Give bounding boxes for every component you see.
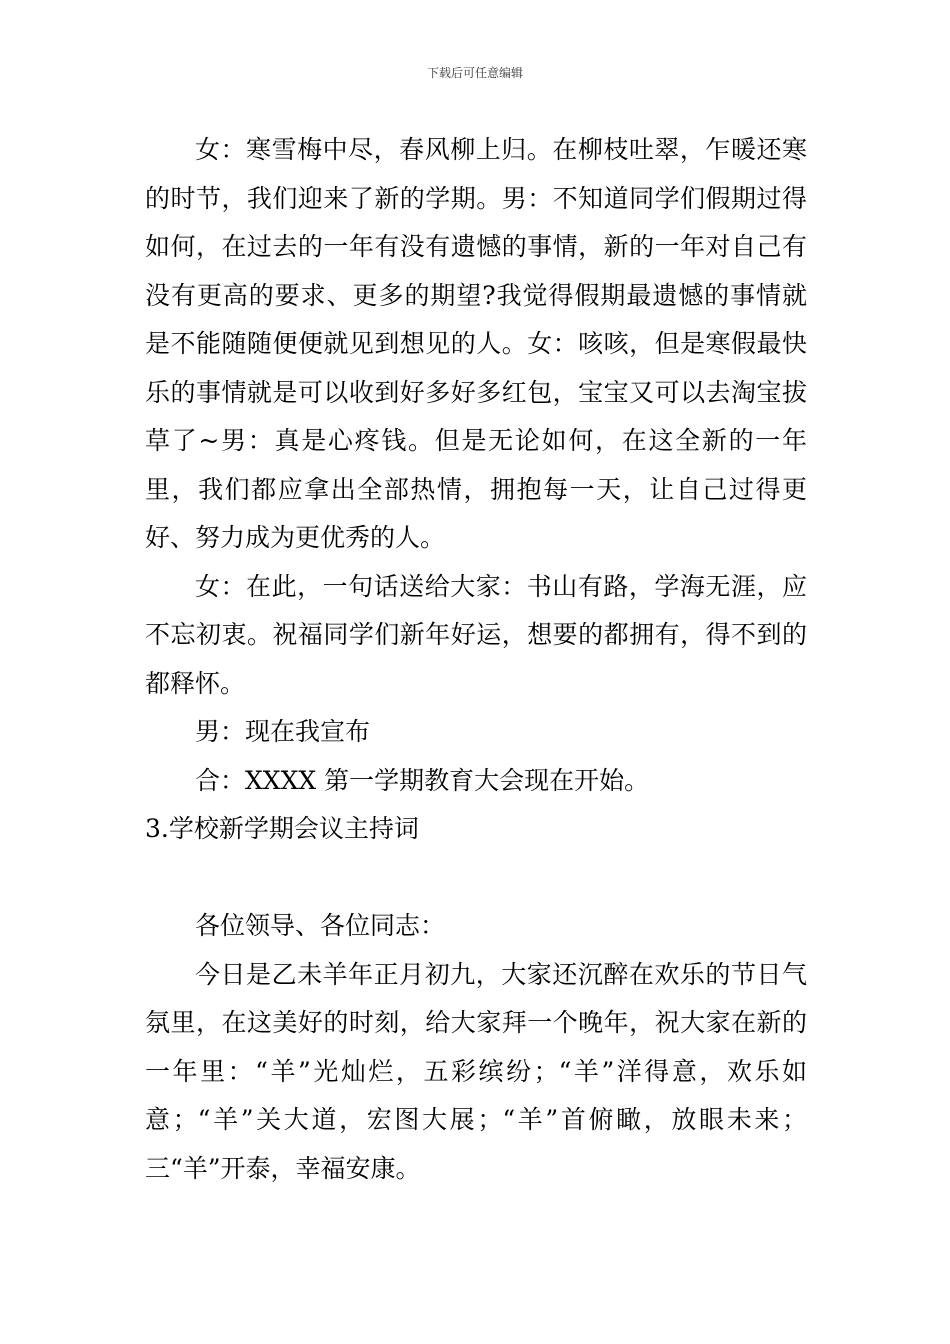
paragraph-blessing: 女：在此，一句话送给大家：书山有路，学海无涯，应不忘初衷。祝福同学们新年好运，想要的都拥有，得不到的都释怀。 bbox=[145, 571, 807, 698]
section-heading: 3.学校新学期会议主持词 bbox=[145, 814, 419, 843]
blank-line bbox=[145, 854, 807, 903]
paragraph-announcement: 男：现在我宣布 bbox=[195, 717, 371, 746]
paragraph-salutation: 各位领导、各位同志： bbox=[195, 911, 446, 940]
header-note: 下载后可任意编辑 bbox=[426, 66, 523, 80]
paragraph-dialogue-opening: 女：寒雪梅中尽，春风柳上归。在柳枝吐翠，乍暖还寒的时节，我们迎来了新的学期。男：不知道同学们假期过得如何，在过去的一年有没有遗憾的事情，新的一年对自己有没有更高的要求、更多的期望?我觉得假期最遗憾的事情就是不能随随便便就见到想见的人。女：咳咳，但是寒假最快乐的事情就是可以收到好多好多红包，宝宝又可以去淘宝拔草了~男：真是心疼钱。但是无论如何，在这全新的一年里，我们都应拿出全部热情，拥抱每一天，让自己过得更好、努力成为更优秀的人。 bbox=[145, 135, 807, 552]
paragraph-greeting: 今日是乙未羊年正月初九，大家还沉醉在欢乐的节日气氛里，在这美好的时刻，给大家拜一个晚年，祝大家在新的一年里：“羊”光灿烂，五彩缤纷；“羊”洋得意，欢乐如意；“羊”关大道，宏图大展；“羊”首俯瞰，放眼未来；三“羊”开泰，幸福安康。 bbox=[145, 959, 807, 1183]
paragraph-opening-declaration: 合：XXXX 第一学期教育大会现在开始。 bbox=[195, 765, 650, 795]
document-body bbox=[145, 126, 807, 1193]
